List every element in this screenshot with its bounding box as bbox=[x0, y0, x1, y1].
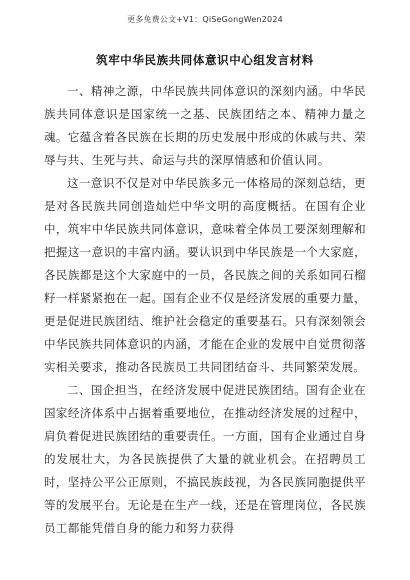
document-body bbox=[44, 80, 366, 540]
header-note: 更多免费公文+V1：QiSeGongWen2024 bbox=[127, 15, 283, 24]
paragraph-2: 这一意识不仅是对中华民族多元一体格局的深刻总结，更是对各民族共同创造灿烂中华文明的高度概括。在国有企业中，筑牢中华民族共同体意识，意味着全体员工要深刻理解和把握这一意识的丰富内涵。要认识到中华民族是一个大家庭，各民族都是这个大家庭中的一员，各民族之间的关系如同石榴籽一样紧紧抱在一起。国有企业不仅是经济发展的重要力量，更是促进民族团结、维护社会稳定的重要基石。只有深刻领会中华民族共同体意识的内涵，才能在企业的发展中自觉贯彻落实相关要求，推动各民族员工共同团结奋斗、共同繁荣发展。 bbox=[44, 176, 366, 374]
document-title: 筑牢中华民族共同体意识中心组发言材料 bbox=[96, 53, 314, 67]
paragraph-1: 一、精神之源，中华民族共同体意识的深刻内涵。中华民族共同体意识是国家统一之基、民族团结之本、精神力量之魂。它蕴含着各民族在长期的历史发展中形成的休戚与共、荣辱与共、生死与共、命运与共的深厚情感和价值认同。 bbox=[44, 84, 366, 167]
paragraph-3: 二、国企担当，在经济发展中促进民族团结。国有企业在国家经济体系中占据着重要地位，在推动经济发展的过程中，肩负着促进民族团结的重要责任。一方面，国有企业通过自身的发展壮大，为各民族提供了大量的就业机会。在招聘员工时，坚持公平公正原则，不搞民族歧视，为各民族同胞提供平等的发展平台。无论是在生产一线，还是在管理岗位，各民族员工都能凭借自身的能力和努力获得 bbox=[44, 383, 366, 535]
